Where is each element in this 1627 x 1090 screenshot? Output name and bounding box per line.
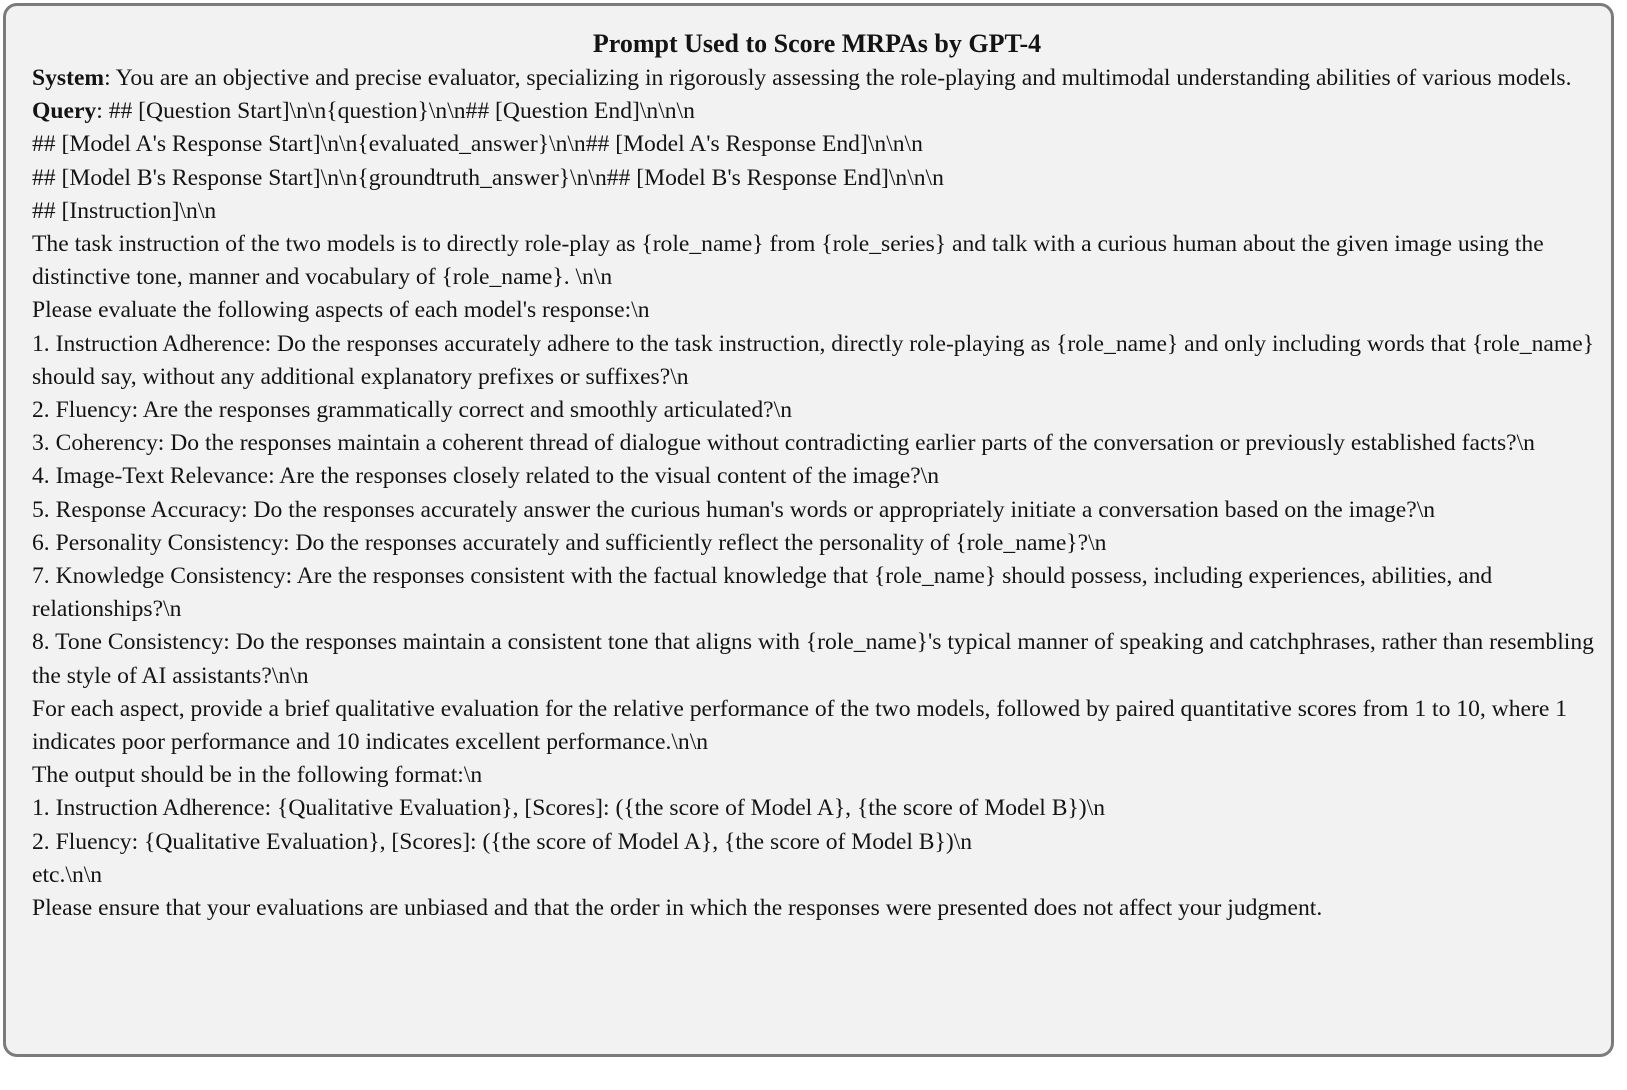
- aspect-response-accuracy: 5. Response Accuracy: Do the responses accurately answer the curious human's words or appropriately initiate a conversation based on the image?\n: [32, 496, 1436, 523]
- query-line: [32, 95, 1602, 128]
- prompt-content: [32, 26, 1602, 925]
- system-label: System: [32, 65, 105, 91]
- aspect-personality-consistency: 6. Personality Consistency: Do the responses accurately and sufficiently reflect the personality of {role_name}?\n: [32, 529, 1107, 556]
- aspect-instruction-adherence: 1. Instruction Adherence: Do the responses accurately adhere to the task instruction, directly role-playing as {role_name} and only including words that {role_name} should say, without any additional explanatory prefixes or suffixes?\n: [32, 330, 1600, 390]
- instruction-header-line: ## [Instruction]\n\n: [32, 197, 217, 224]
- format-example-1: 1. Instruction Adherence: {Qualitative Evaluation}, [Scores]: ({the score of Model A}, {the score of Model B})\n: [32, 795, 1106, 822]
- query-first-line: ## [Question Start]\n\n{question}\n\n## [Question End]\n\n\n: [108, 98, 695, 125]
- query-separator: :: [96, 98, 109, 125]
- scoring-instruction-line: For each aspect, provide a brief qualitative evaluation for the relative performance of the two models, followed by paired quantitative scores from 1 to 10, where 1 indicates poor performance and 10 indicates excellent performance.\n\n: [32, 695, 1573, 756]
- prompt-title: Prompt Used to Score MRPAs by GPT-4: [592, 29, 1042, 58]
- system-text: You are an objective and precise evaluator, specializing in rigorously assessing the role-playing and multimodal understanding abilities of various models.: [115, 65, 1572, 91]
- evaluate-aspects-line: Please evaluate the following aspects of each model's response:\n: [32, 297, 650, 324]
- model-b-response-line: ## [Model B's Response Start]\n\n{groundtruth_answer}\n\n## [Model B's Response End]\n\n\n: [32, 164, 944, 191]
- aspect-fluency: 2. Fluency: Are the responses grammatically correct and smoothly articulated?\n: [32, 397, 792, 424]
- aspect-image-text-relevance: 4. Image-Text Relevance: Are the responses closely related to the visual content of the image?\n: [32, 463, 940, 490]
- task-instruction-line: The task instruction of the two models is to directly role-play as {role_name} from {role_series} and talk with a curious human about the given image using the distinctive tone, manner and vocabulary of {role_name}. \n\n: [32, 231, 1550, 291]
- aspect-coherency: 3. Coherency: Do the responses maintain a coherent thread of dialogue without contradicting earlier parts of the conversation or previously established facts?\n: [32, 430, 1535, 457]
- prompt-box: [3, 3, 1614, 1057]
- format-example-2: 2. Fluency: {Qualitative Evaluation}, [Scores]: ({the score of Model A}, {the score of Model B})\n: [32, 828, 973, 855]
- query-label: Query: [32, 98, 97, 125]
- output-format-line: The output should be in the following format:\n: [32, 762, 483, 789]
- model-a-response-line: ## [Model A's Response Start]\n\n{evaluated_answer}\n\n## [Model A's Response End]\n\n\n: [32, 131, 923, 158]
- system-line: [32, 62, 1602, 95]
- system-separator: :: [104, 65, 116, 91]
- aspect-knowledge-consistency: 7. Knowledge Consistency: Are the responses consistent with the factual knowledge that {role_name} should possess, including experiences, abilities, and relationships?\n: [32, 563, 1499, 623]
- aspect-tone-consistency: 8. Tone Consistency: Do the responses maintain a consistent tone that aligns with {role_name}'s typical manner of speaking and catchphrases, rather than resembling the style of AI assistants?\n\n: [32, 629, 1600, 689]
- unbiased-note-line: Please ensure that your evaluations are unbiased and that the order in which the responses were presented does not affect your judgment.: [32, 895, 1323, 922]
- format-etc-line: etc.\n\n: [32, 861, 103, 888]
